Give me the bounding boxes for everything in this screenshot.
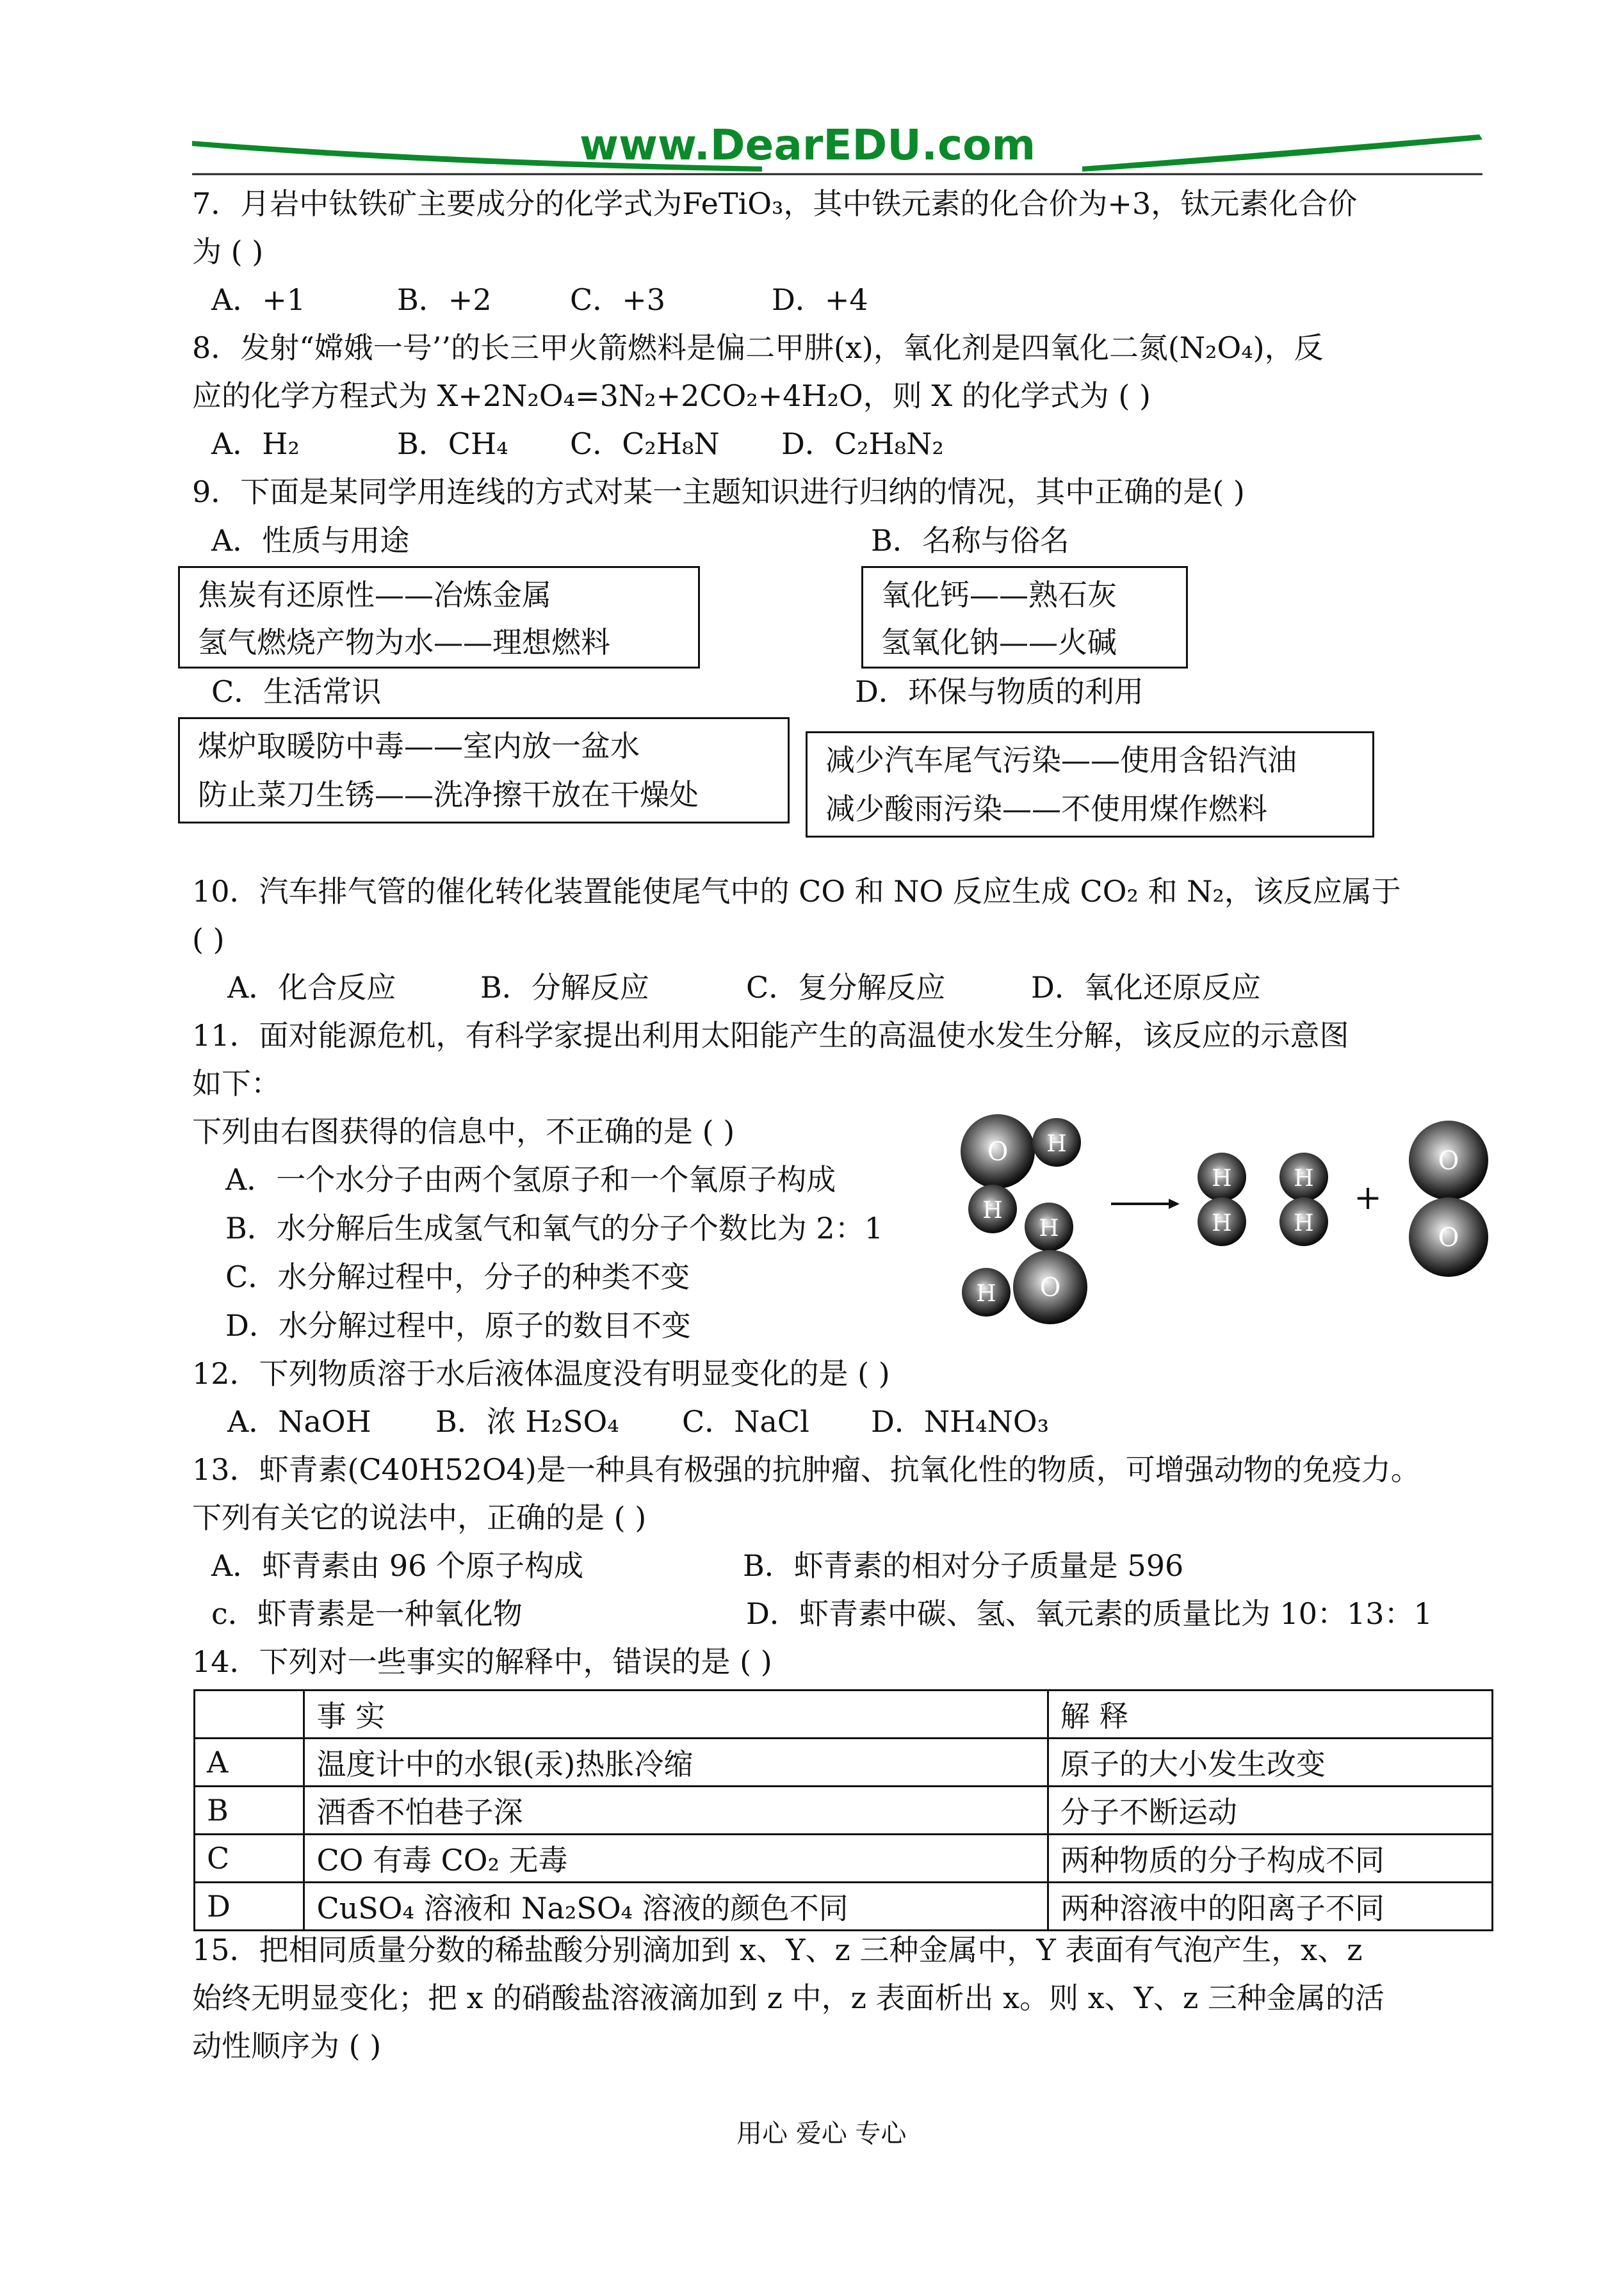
atom-label: O: [987, 1137, 1009, 1167]
q8-option-b: B．CH₄: [397, 426, 508, 461]
table-cell: 两种溶液中的阳离子不同: [1048, 1883, 1492, 1931]
atom-label: O: [1438, 1146, 1459, 1176]
q9-group-c-line2: 防止菜刀生锈——洗净擦干放在干燥处: [198, 777, 699, 812]
oxygen-molecule: [1409, 1121, 1488, 1277]
site-logo-text: www.DearEDU.com: [580, 120, 1036, 170]
atom-label: H: [982, 1197, 1003, 1224]
q13-option-b: B．虾青素的相对分子质量是 596: [743, 1548, 1184, 1583]
q11-option-b: B．水分解后生成氢气和氧气的分子个数比为 2：1: [225, 1211, 883, 1245]
q7-option-a: A．+1: [211, 282, 306, 317]
q7-line2: 为 ( ): [192, 234, 264, 269]
q7-option-d: D．+4: [772, 282, 868, 317]
table-header-cell: 事 实: [304, 1691, 1048, 1739]
q10-option-c: C．复分解反应: [746, 970, 946, 1005]
hydrogen-molecule-2: [1279, 1153, 1328, 1246]
q9-group-a-title: A．性质与用途: [211, 523, 410, 558]
q10-line2: ( ): [192, 922, 225, 957]
q10-line1: 10．汽车排气管的催化转化装置能使尾气中的 CO 和 NO 反应生成 CO₂ 和 N₂，该反应属于: [192, 874, 1401, 909]
atom-label: O: [1039, 1273, 1061, 1302]
atom-label: H: [976, 1281, 996, 1307]
q9-stem: 9．下面是某同学用连线的方式对某一主题知识进行归纳的情况，其中正确的是( ): [192, 474, 1245, 509]
q9-group-d-box: [806, 731, 1374, 838]
atom-label: H: [1212, 1210, 1232, 1237]
q10-option-a: A．化合反应: [227, 970, 396, 1005]
q9-group-a-box: [178, 566, 700, 669]
atom-label: H: [1039, 1215, 1059, 1242]
reaction-arrow: [1111, 1199, 1180, 1209]
q9-group-d-line1: 减少汽车尾气污染——使用含铅汽油: [825, 743, 1297, 777]
atom-label: O: [1438, 1223, 1459, 1253]
q8-option-a: A．H₂: [211, 426, 300, 461]
table-row: [195, 1835, 1493, 1883]
table-cell: CuSO₄ 溶液和 Na₂SO₄ 溶液的颜色不同: [304, 1883, 1048, 1931]
q9-group-c-line1: 煤炉取暖防中毒——室内放一盆水: [198, 729, 640, 763]
q13-option-c: c．虾青素是一种氧化物: [211, 1596, 523, 1631]
plus-sign: +: [1354, 1179, 1382, 1217]
q14-table: [193, 1689, 1493, 1931]
q8-line2: 应的化学方程式为 X+2N₂O₄=3N₂+2CO₂+4H₂O，则 X 的化学式为 ( ): [192, 378, 1151, 413]
table-cell: 分子不断运动: [1048, 1787, 1492, 1835]
q11-option-a: A．一个水分子由两个氢原子和一个氧原子构成: [225, 1162, 836, 1197]
q14-stem: 14．下列对一些事实的解释中，错误的是 ( ): [192, 1644, 772, 1679]
q13-option-a: A．虾青素由 96 个原子构成: [211, 1548, 583, 1583]
table-cell: CO 有毒 CO₂ 无毒: [304, 1835, 1048, 1883]
atom-label: H: [1212, 1165, 1232, 1192]
q8-line1: 8．发射“嫦娥一号’’的长三甲火箭燃料是偏二甲肼(x)，氧化剂是四氧化二氮(N₂O₄)，反: [192, 330, 1324, 365]
q15-line1: 15．把相同质量分数的稀盐酸分别滴加到 x、Y、z 三种金属中，Y 表面有气泡产生，x、z: [192, 1933, 1363, 1967]
table-cell: 两种物质的分子构成不同: [1048, 1835, 1492, 1883]
q11-line3: 下列由右图获得的信息中，不正确的是 ( ): [192, 1114, 735, 1149]
atom-label: H: [1294, 1165, 1314, 1192]
atom-label: H: [1294, 1210, 1314, 1237]
q9-group-b-line1: 氧化钙——熟石灰: [881, 578, 1117, 612]
q11-line2: 如下：: [192, 1066, 280, 1101]
q12-option-b: B．浓 H₂SO₄: [435, 1404, 619, 1439]
atom-label: H: [1046, 1131, 1067, 1157]
q9-group-b-title: B．名称与俗名: [871, 523, 1069, 558]
q15-line2: 始终无明显变化；把 x 的硝酸盐溶液滴加到 z 中，z 表面析出 x。则 x、Y、z 三种金属的活: [192, 1981, 1384, 2015]
water-decomposition-diagram: [954, 1101, 1518, 1345]
q9-group-a-line2: 氢气燃烧产物为水——理想燃料: [198, 625, 610, 660]
q9-group-a-line1: 焦炭有还原性——冶炼金属: [198, 578, 551, 612]
q10-option-b: B．分解反应: [480, 970, 649, 1005]
q7-option-c: C．+3: [570, 282, 666, 317]
table-cell: 原子的大小发生改变: [1048, 1739, 1492, 1787]
q13-line2: 下列有关它的说法中，正确的是 ( ): [192, 1500, 647, 1535]
q9-group-d-line2: 减少酸雨污染——不使用煤作燃料: [825, 791, 1267, 826]
q12-option-d: D．NH₄NO₃: [871, 1404, 1050, 1439]
q8-option-d: D．C₂H₈N₂: [781, 426, 944, 461]
q12-option-c: C．NaCl: [682, 1404, 809, 1439]
table-header-row: [195, 1691, 1493, 1739]
q9-group-c-box: [178, 717, 790, 823]
table-cell: 温度计中的水银(汞)热胀冷缩: [304, 1739, 1048, 1787]
q11-line1: 11．面对能源危机，有科学家提出利用太阳能产生的高温使水发生分解，该反应的示意图: [192, 1018, 1349, 1053]
table-cell: B: [195, 1787, 304, 1835]
q8-option-c: C．C₂H₈N: [570, 426, 720, 461]
q15-line3: 动性顺序为 ( ): [192, 2029, 382, 2063]
hydrogen-molecule-1: [1198, 1153, 1246, 1246]
table-cell: D: [195, 1883, 304, 1931]
q9-group-d-title: D．环保与物质的利用: [855, 674, 1144, 709]
q9-group-c-title: C．生活常识: [211, 674, 382, 709]
q9-group-b-box: [861, 566, 1188, 669]
q13-option-d: D．虾青素中碳、氢、氧元素的质量比为 10：13：1: [746, 1596, 1433, 1631]
table-row: [195, 1787, 1493, 1835]
table-header-cell: 解 释: [1048, 1691, 1492, 1739]
q11-option-d: D．水分解过程中，原子的数目不变: [225, 1308, 691, 1343]
q12-stem: 12．下列物质溶于水后液体温度没有明显变化的是 ( ): [192, 1356, 890, 1391]
q13-line1: 13．虾青素(C40H52O4)是一种具有极强的抗肿瘤、抗氧化性的物质，可增强动物的免疫力。: [192, 1452, 1420, 1487]
table-header-cell: [195, 1691, 304, 1739]
page-footer: 用心 爱心 专心: [736, 2119, 907, 2148]
q7-line1: 7．月岩中钛铁矿主要成分的化学式为FeTiO₃，其中铁元素的化合价为+3，钛元素化合价: [192, 186, 1358, 221]
q7-option-b: B．+2: [397, 282, 492, 317]
q9-group-b-line2: 氢氧化钠——火碱: [881, 625, 1117, 660]
table-row: [195, 1739, 1493, 1787]
table-cell: C: [195, 1835, 304, 1883]
table-cell: A: [195, 1739, 304, 1787]
table-cell: 酒香不怕巷子深: [304, 1787, 1048, 1835]
q10-option-d: D．氧化还原反应: [1031, 970, 1261, 1005]
q12-option-a: A．NaOH: [227, 1404, 371, 1439]
table-row: [195, 1883, 1493, 1931]
q11-option-c: C．水分解过程中，分子的种类不变: [225, 1260, 690, 1294]
